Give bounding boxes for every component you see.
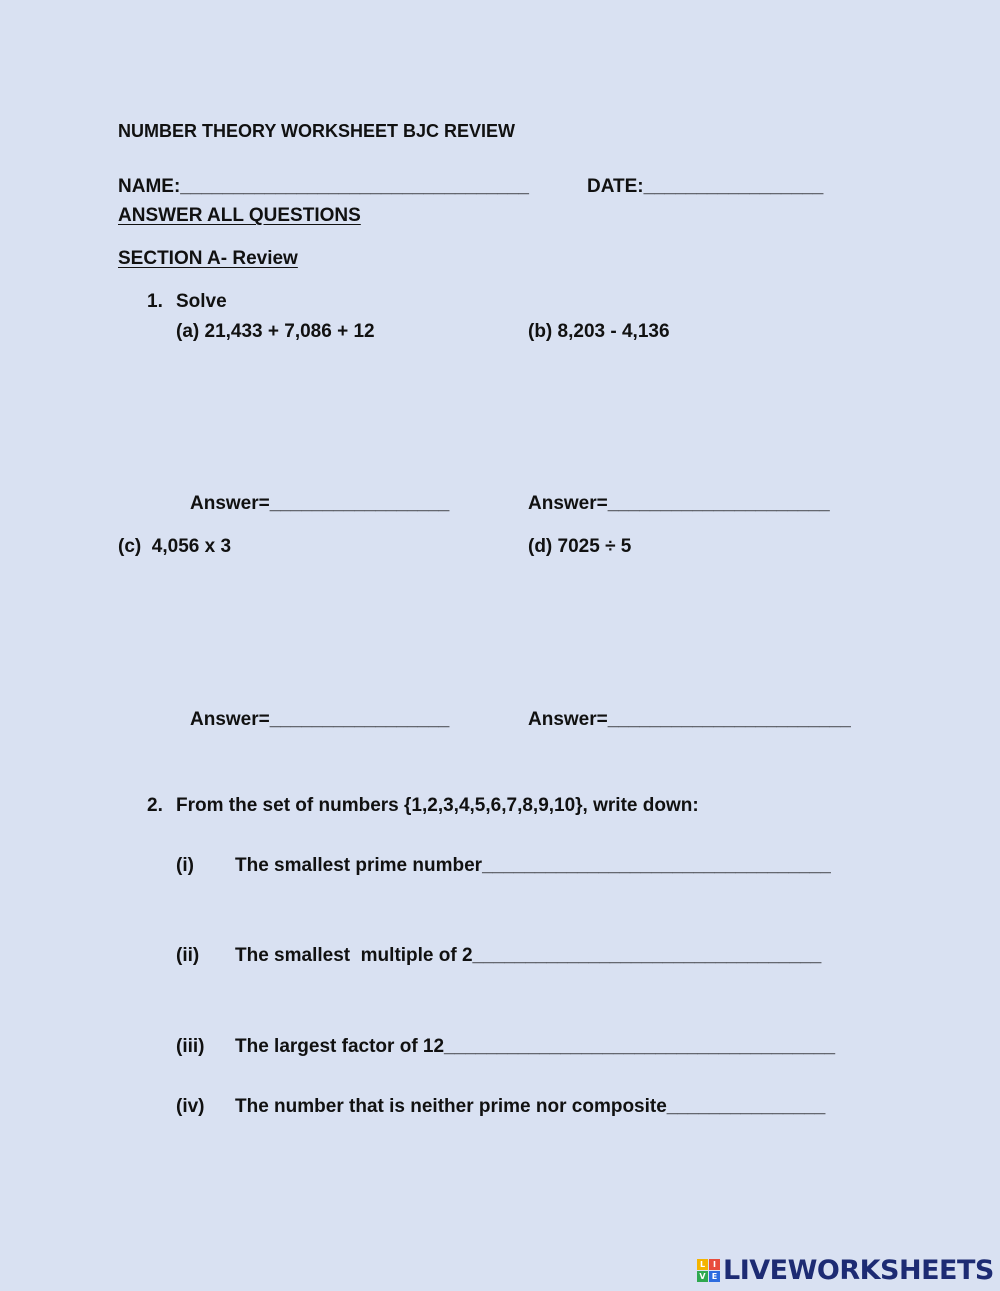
question-2-number: 2. bbox=[147, 795, 163, 816]
question-1-number: 1. bbox=[147, 291, 163, 312]
question-1d: (d) 7025 ÷ 5 bbox=[528, 536, 632, 557]
answer-1a-field[interactable]: Answer=_________________ bbox=[190, 493, 450, 514]
name-field[interactable]: NAME:_________________________________ bbox=[118, 176, 529, 197]
answer-2iii-field[interactable]: The largest factor of 12_____________________________________ bbox=[235, 1036, 836, 1057]
answer-1b-field[interactable]: Answer=_____________________ bbox=[528, 493, 830, 514]
answer-2i-field[interactable]: The smallest prime number_________________________________ bbox=[235, 855, 831, 876]
logo-letter-e: E bbox=[709, 1271, 720, 1282]
liveworksheets-logo-text: LIVEWORKSHEETS bbox=[723, 1254, 994, 1286]
logo-letter-l: L bbox=[697, 1259, 708, 1270]
liveworksheets-logo-icon bbox=[697, 1259, 720, 1282]
worksheet-title: NUMBER THEORY WORKSHEET BJC REVIEW bbox=[118, 121, 516, 141]
answer-2ii-field[interactable]: The smallest multiple of 2_________________________________ bbox=[235, 945, 822, 966]
question-1b: (b) 8,203 - 4,136 bbox=[528, 321, 670, 342]
date-field[interactable]: DATE:_________________ bbox=[587, 176, 824, 197]
question-2-item-label: (ii) bbox=[176, 945, 200, 966]
question-2-item-label: (iii) bbox=[176, 1036, 205, 1057]
logo-letter-i: I bbox=[709, 1259, 720, 1270]
question-2-prompt: From the set of numbers {1,2,3,4,5,6,7,8,9,10}, write down: bbox=[176, 795, 699, 816]
section-heading: SECTION A- Review bbox=[118, 248, 298, 269]
question-1-prompt: Solve bbox=[176, 291, 227, 312]
logo-letter-v: V bbox=[697, 1271, 708, 1282]
answer-1c-field[interactable]: Answer=_________________ bbox=[190, 709, 450, 730]
question-2-item-label: (i) bbox=[176, 855, 194, 876]
answer-1d-field[interactable]: Answer=_______________________ bbox=[528, 709, 851, 730]
instruction-heading: ANSWER ALL QUESTIONS bbox=[118, 205, 361, 226]
answer-2iv-field[interactable]: The number that is neither prime nor composite_______________ bbox=[235, 1096, 826, 1117]
question-1a: (a) 21,433 + 7,086 + 12 bbox=[176, 321, 375, 342]
question-2-item-label: (iv) bbox=[176, 1096, 205, 1117]
liveworksheets-logo[interactable] bbox=[697, 1255, 994, 1285]
question-1c: (c) 4,056 x 3 bbox=[118, 536, 232, 557]
